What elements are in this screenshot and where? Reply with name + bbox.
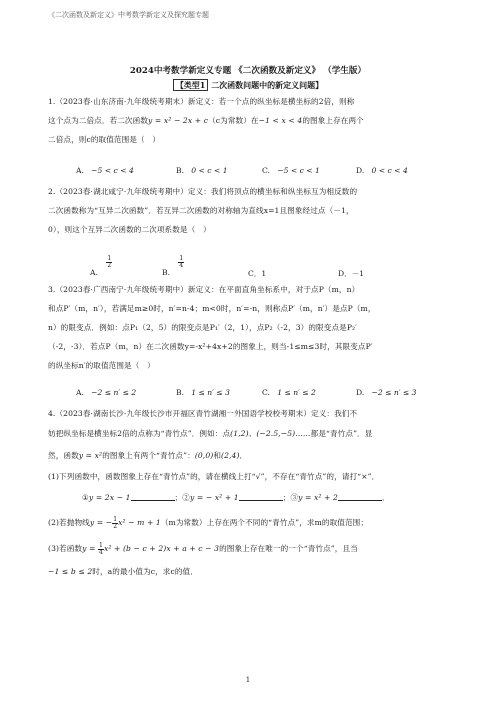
q1-text: 这个点为二倍点．若二次函数 bbox=[48, 116, 149, 125]
q2-option-b[interactable]: B. $\frac{1}{4}$ bbox=[162, 255, 184, 277]
q1-option-a[interactable]: A. −5 < c < 4 bbox=[76, 166, 134, 175]
q4-part-3 bbox=[48, 536, 450, 562]
q3-line-2: 和点P′（m，n′），若满足m≥0时，n′=n-4；m<0时，n′=-n，则称点P′（m，n′）是点P（m， bbox=[48, 304, 376, 313]
q4-function-b: y = − x² + 1 bbox=[189, 493, 239, 502]
q4-part-1-functions bbox=[82, 486, 450, 510]
q1-option-d[interactable]: D. 0 < c < 4 bbox=[356, 166, 408, 175]
category-label: 【类型1 bbox=[173, 79, 209, 91]
q1-function: y = x² − 2x + c bbox=[148, 116, 209, 125]
q4-part2-fn: x² − m + 1 bbox=[118, 518, 161, 527]
q4-part3-fraction: $\frac{1}{4}$ bbox=[99, 541, 103, 556]
q4-part2-fraction: $\frac{1}{2}$ bbox=[113, 515, 118, 530]
q4-part-1: (1)下列函数中，函数图象上存在“青竹点”的，请在横线上打“√”，不存在“青竹点”的，请打“×”． bbox=[48, 472, 380, 481]
q4-part-3-cont bbox=[48, 562, 450, 582]
q3-line-1: 3.（2023春·广西南宁·九年级统考期中）新定义：在平面直角坐标系中，对于点P（m，n） bbox=[48, 285, 360, 294]
q4-answer-blank-1[interactable] bbox=[131, 492, 175, 501]
q4-line-3 bbox=[48, 445, 450, 467]
q3-line-3: n）的限变点．例如：点P₁（2，5）的限变点是P₁′（2，1），点P₂（-2，3）的限变点是P₂′ bbox=[48, 323, 358, 332]
q4-part-2 bbox=[48, 510, 450, 536]
q4-text: ……都是“青竹点”．显 bbox=[295, 429, 373, 438]
q3-option-a[interactable]: A. −2 ≤ n′ ≤ 2 bbox=[76, 388, 137, 397]
q4-text: (2)若抛物线 bbox=[48, 518, 90, 527]
q4-label: ① bbox=[82, 493, 89, 502]
q4-label: ；② bbox=[174, 493, 190, 502]
q2-line-1: 2.（2023春·湖北咸宁·九年级统考期中）定义：我们将顶点的横坐标和纵坐标互为相反数的 bbox=[48, 187, 358, 196]
q3-option-b[interactable]: B. 1 ≤ n′ ≤ 3 bbox=[176, 388, 230, 397]
q4-line-1: 4.（2023春·湖南长沙·九年级长沙市开福区青竹湖湘一外国语学校校考期末）定义：我们不 bbox=[48, 409, 358, 418]
q4-text: 的图象上有两个“青竹点”： bbox=[102, 451, 195, 460]
q2-option-d[interactable]: D．－1 bbox=[338, 269, 365, 278]
document-title: 2024中考数学新定义专题 《二次函数及新定义》 （学生版） bbox=[129, 66, 367, 76]
q1-line-2 bbox=[48, 111, 450, 130]
question-4 bbox=[48, 404, 450, 582]
q4-function: y = x² bbox=[78, 451, 103, 460]
q1-text: （c为常数）在 bbox=[208, 116, 259, 125]
q4-example-points: (1,2)、(−2.5,−5) bbox=[230, 429, 296, 438]
q1-option-c[interactable]: C. −5 < c < 1 bbox=[262, 166, 320, 175]
q4-line-2 bbox=[48, 423, 450, 445]
q4-text: ． bbox=[381, 493, 390, 502]
q4-answer-blank-3[interactable] bbox=[338, 492, 382, 501]
q4-answer-blank-2[interactable] bbox=[239, 492, 283, 501]
category-title: 二次函数问题中的新定义问题】 bbox=[211, 80, 324, 90]
q3-line-4: （-2，-3）．若点P（m，n）在二次函数y=-x²+4x+2的图象上，则当-1≤m≤3时，其限变点P′ bbox=[48, 342, 373, 351]
q2-line-2: 二次函数称为“互异二次函数”．若互异二次函数的对称轴为直线x=1且图象经过点（－1， bbox=[48, 206, 354, 215]
q4-text: 和 bbox=[213, 451, 222, 460]
q4-point-1: (0,0) bbox=[194, 451, 214, 460]
q4-text: ． bbox=[239, 451, 248, 460]
q3-option-d[interactable]: D. −2 ≤ n′ ≤ 3 bbox=[356, 388, 417, 397]
q4-text: 的图象上存在唯一的一个“青竹点”，且当 bbox=[219, 544, 358, 553]
q3-line-5: 的纵坐标n′的取值范围是（ ） bbox=[48, 361, 155, 370]
question-3 bbox=[48, 280, 450, 375]
q4-text: （m为常数）上存在两个不同的“青竹点”，求m的取值范围； bbox=[160, 518, 369, 527]
q1-line-1: 1.（2023春·山东济南·九年级统考期末）新定义：若一个点的纵坐标是横坐标的2倍，则称 bbox=[48, 97, 355, 106]
q1-option-b[interactable]: B. 0 < c < 1 bbox=[176, 166, 228, 175]
q2-option-a[interactable]: A. $\frac{1}{2}$ bbox=[90, 255, 112, 277]
running-header: 《二次函数及新定义》中考数学新定义及探究题专题 bbox=[48, 11, 209, 19]
q4-part3-fn: y = bbox=[82, 544, 99, 553]
category-heading bbox=[0, 80, 496, 91]
q4-function-a: y = 2x − 1 bbox=[88, 493, 131, 502]
q4-point-2: (2,4) bbox=[221, 451, 240, 460]
q4-text: 妨把纵坐标是横坐标2倍的点称为“青竹点”．例如：点 bbox=[48, 429, 231, 438]
q4-text: 时，a的最小值为c，求c的值． bbox=[92, 567, 198, 576]
q1-text: 的图象上存在两个 bbox=[302, 116, 364, 125]
q4-text: 然，函数 bbox=[48, 451, 79, 460]
q4-function-c: y = x² + 2 bbox=[298, 493, 338, 502]
q2-option-c[interactable]: C．1 bbox=[248, 269, 267, 278]
q4-text: (3)若函数 bbox=[48, 544, 83, 553]
q2-line-3: 0），则这个互异二次函数的二次项系数是（ ） bbox=[48, 225, 211, 234]
q4-range: −1 ≤ b ≤ 2 bbox=[48, 567, 93, 576]
q1-range: −1 < x < 4 bbox=[258, 116, 303, 125]
question-2 bbox=[48, 182, 450, 239]
question-1 bbox=[48, 92, 450, 149]
q1-line-3: 二倍点，则c的取值范围是（ ） bbox=[48, 135, 161, 144]
q3-option-c[interactable]: C. 1 ≤ n′ ≤ 2 bbox=[262, 388, 316, 397]
q4-part3-fn: x² + (b − c + 2)x + a + c − 3 bbox=[103, 544, 220, 553]
page-number: 1 bbox=[245, 676, 251, 684]
q4-label: ；③ bbox=[282, 493, 299, 502]
q4-part2-fn: y = − bbox=[89, 518, 113, 527]
